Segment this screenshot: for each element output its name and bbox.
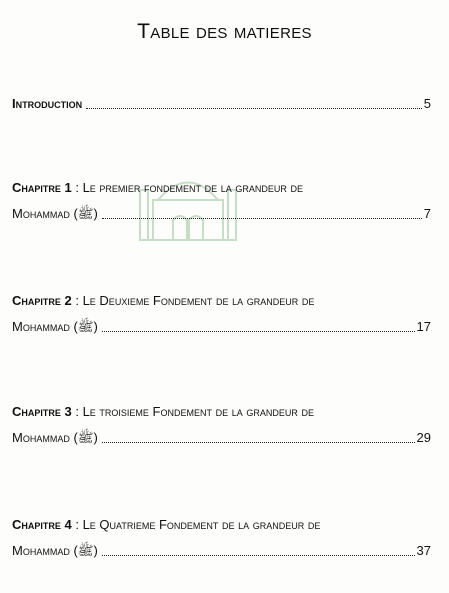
- toc-entry-introduction[interactable]: [12, 96, 431, 112]
- leader-dots: [102, 441, 415, 443]
- chapter-separator: :: [71, 293, 83, 308]
- toc-page-number: 5: [423, 96, 431, 111]
- chapter-label: Chapitre 1: [12, 180, 72, 195]
- page-title: Table des matieres: [137, 20, 312, 43]
- chapter-separator: :: [71, 180, 83, 195]
- leader-dots: [86, 107, 422, 109]
- leader-dots: [102, 554, 415, 556]
- toc-entry-chapter-3[interactable]: [12, 404, 431, 446]
- chapter-title-line2: Mohammad (ﷺ): [12, 430, 98, 445]
- chapter-title-line1: Le Quatrieme Fondement de la grandeur de: [82, 517, 321, 532]
- toc-entry-label: Introduction: [12, 96, 83, 111]
- toc-entry-chapter-1[interactable]: [12, 180, 431, 222]
- chapter-label: Chapitre 2: [12, 293, 72, 308]
- toc-entry-chapter-4[interactable]: [12, 517, 431, 559]
- leader-dots: [102, 217, 422, 219]
- chapter-title-line2: Mohammad (ﷺ): [12, 319, 98, 334]
- toc-page-number: 29: [416, 430, 431, 445]
- chapter-separator: :: [71, 404, 83, 419]
- chapter-title-line1: Le troisieme Fondement de la grandeur de: [82, 404, 314, 419]
- toc-entry-chapter-2[interactable]: [12, 293, 431, 335]
- chapter-title-line1: Le Deuxieme Fondement de la grandeur de: [82, 293, 315, 308]
- chapter-label: Chapitre 3: [12, 404, 72, 419]
- chapter-separator: :: [71, 517, 83, 532]
- chapter-title-line2: Mohammad (ﷺ): [12, 543, 98, 558]
- toc-page-number: 17: [416, 319, 431, 334]
- chapter-title-line1: Le premier fondement de la grandeur de: [82, 180, 304, 195]
- toc-page-number: 7: [423, 206, 431, 221]
- chapter-title-line2: Mohammad (ﷺ): [12, 206, 98, 221]
- toc-page-number: 37: [416, 543, 431, 558]
- leader-dots: [102, 330, 415, 332]
- chapter-label: Chapitre 4: [12, 517, 72, 532]
